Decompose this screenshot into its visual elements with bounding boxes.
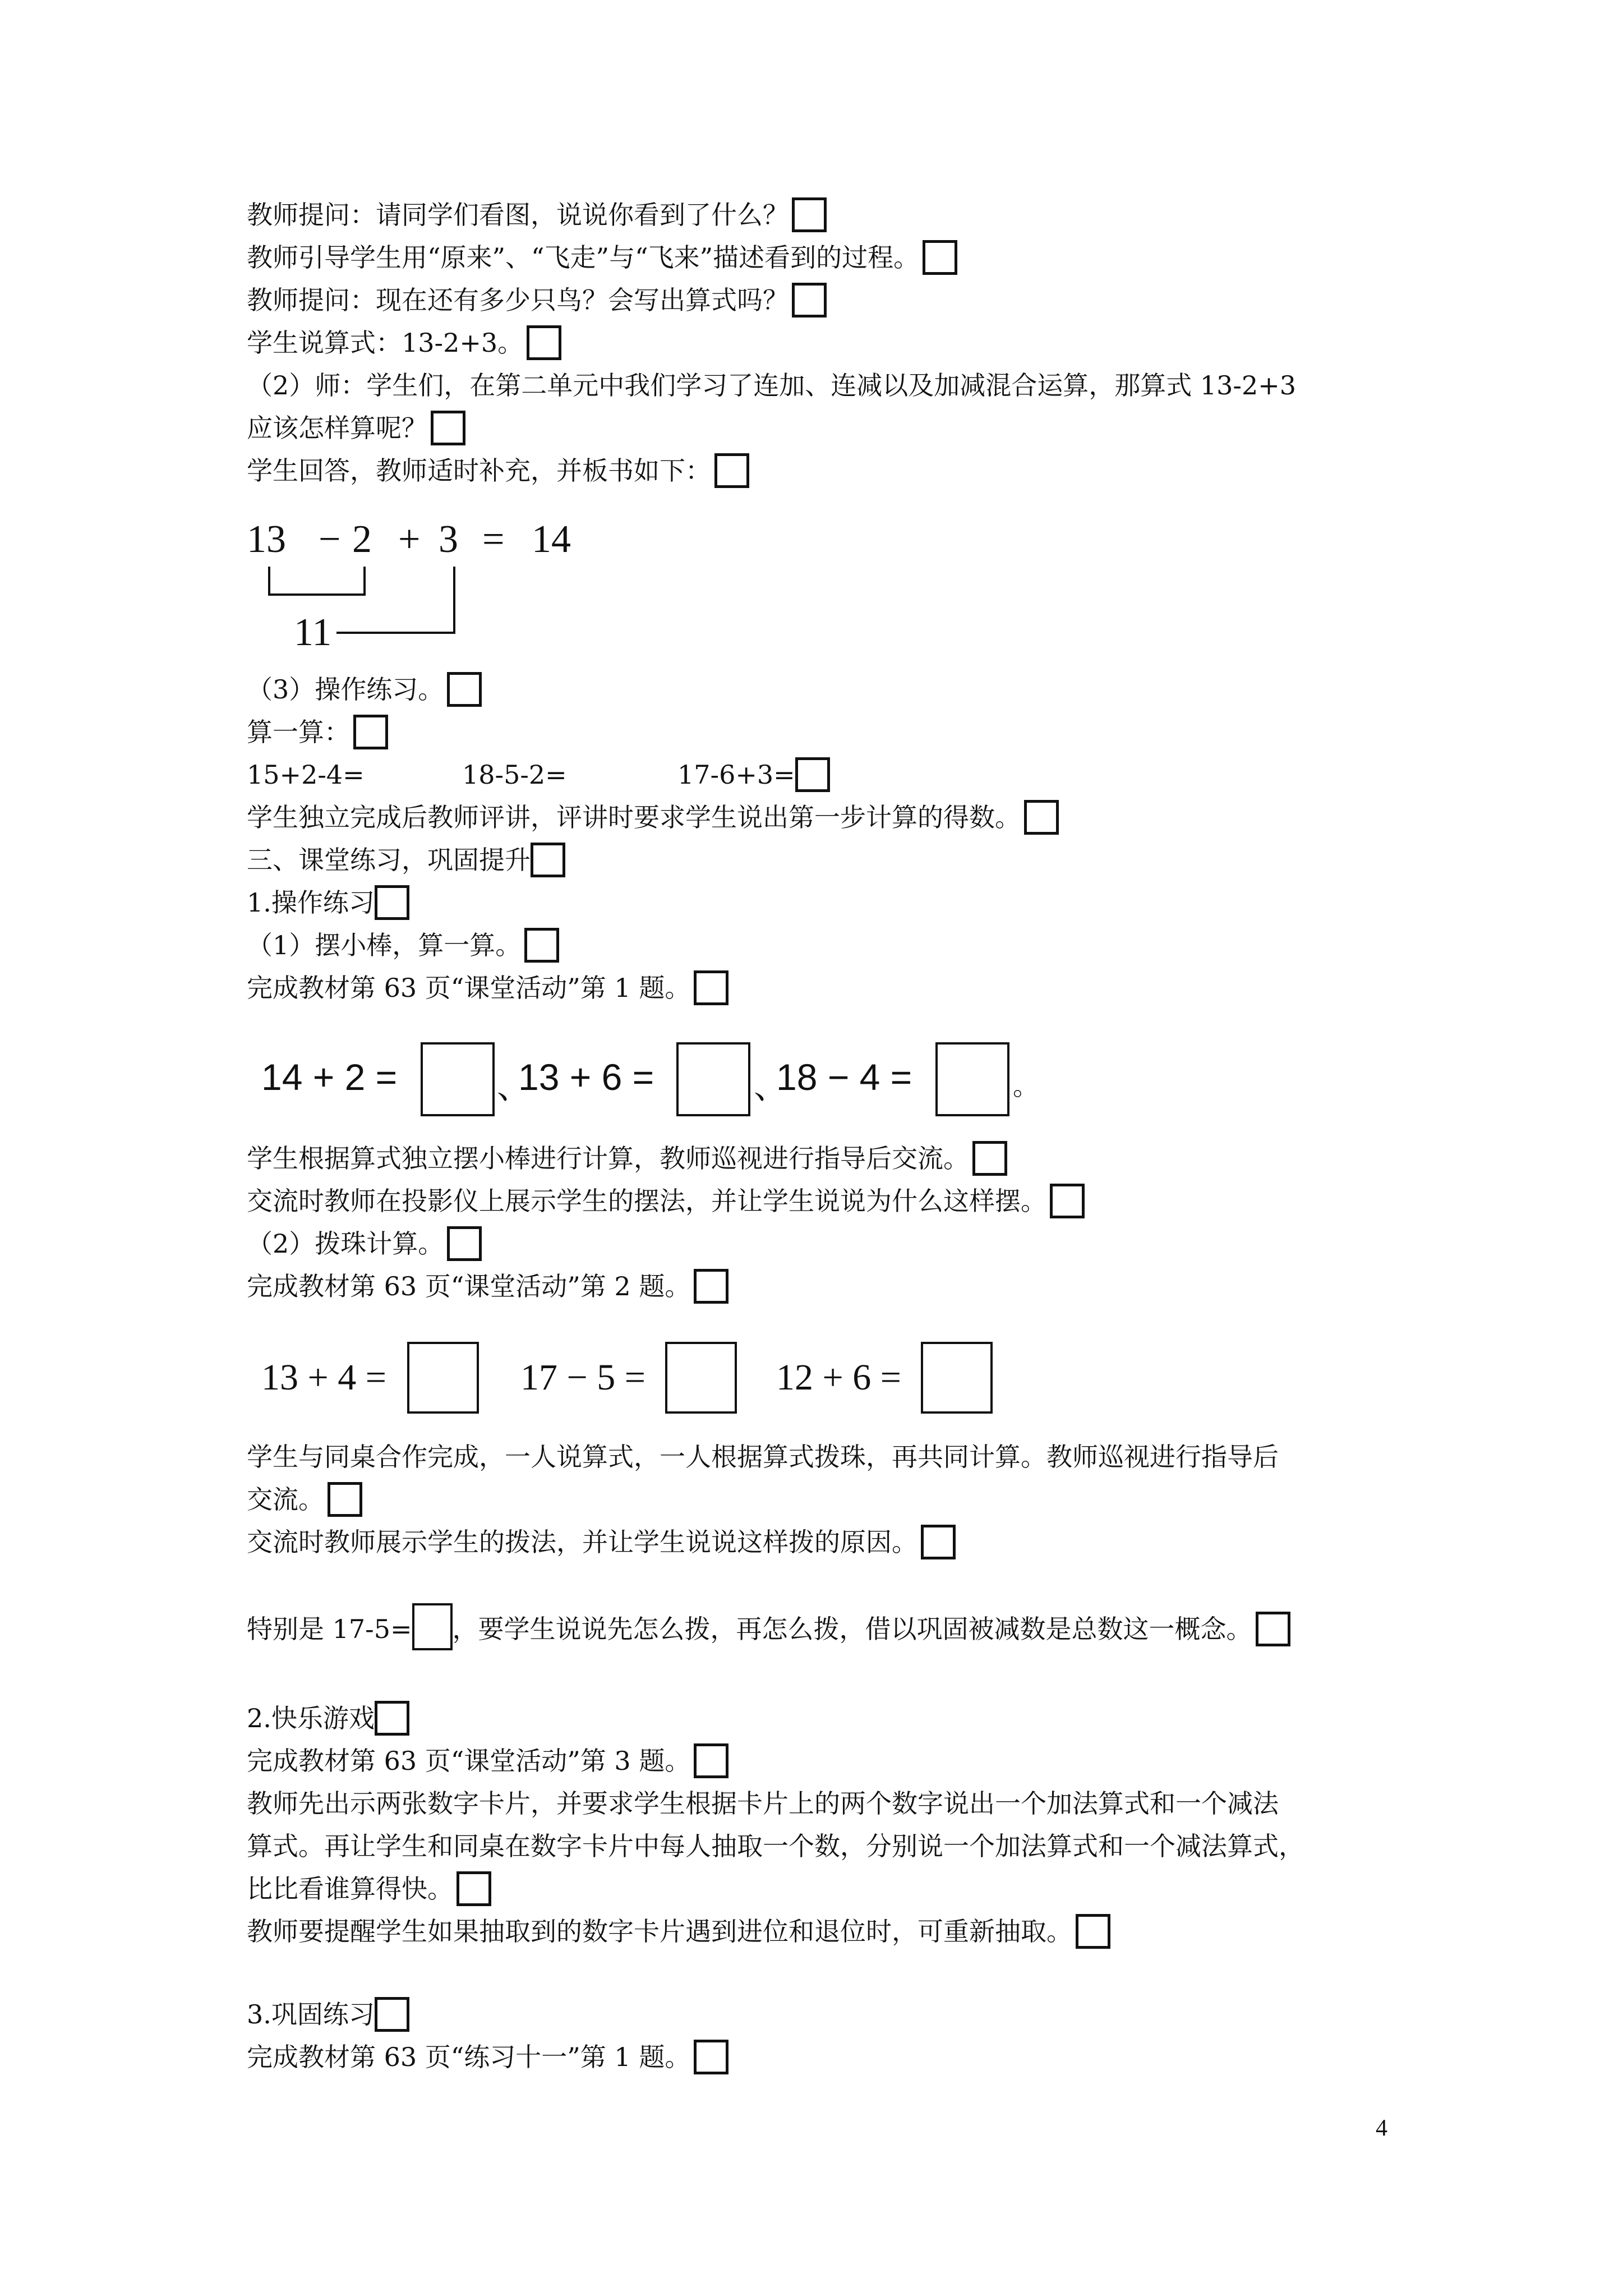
blank-box[interactable] — [412, 1603, 453, 1650]
text-line — [247, 1702, 1399, 1738]
text-line — [247, 199, 1399, 234]
answer-box[interactable] — [421, 1042, 495, 1116]
checkbox[interactable] — [1050, 1184, 1085, 1218]
line-text: 交流时教师展示学生的拨法，并让学生说说这样拨的原因。 — [247, 1527, 917, 1557]
line-text: 三、课堂练习，巩固提升 — [247, 845, 531, 875]
exercise-item: 18-5-2= — [462, 760, 567, 790]
checkbox[interactable] — [792, 283, 827, 318]
checkbox[interactable] — [353, 715, 388, 749]
checkbox[interactable] — [328, 1482, 362, 1517]
text-line — [247, 1526, 1399, 1562]
separator: 、 — [754, 1068, 787, 1107]
checkbox[interactable] — [694, 1269, 728, 1304]
checkbox[interactable] — [1256, 1612, 1290, 1646]
line-text: 教师先出示两张数字卡片，并要求学生根据卡片上的两个数字说出一个加法算式和一个减法 — [247, 1788, 1279, 1819]
checkbox[interactable] — [375, 885, 409, 920]
checkbox[interactable] — [972, 1141, 1007, 1176]
board-operator: − — [319, 518, 341, 561]
equation: 13 + 6 = — [518, 1056, 654, 1098]
text-line — [247, 1441, 1399, 1473]
line-text: 完成教材第 63 页“练习十一”第 1 题。 — [247, 2042, 691, 2072]
answer-box[interactable] — [676, 1042, 750, 1116]
checkbox[interactable] — [431, 411, 465, 445]
line-text: 算一算： — [247, 717, 350, 747]
text-line — [247, 1142, 1399, 1178]
line-text: 比比看谁算得快。 — [247, 1874, 453, 1904]
line-text: 应该怎样算呢？ — [247, 413, 427, 443]
text-line — [247, 1830, 1399, 1862]
checkbox[interactable] — [375, 1701, 409, 1736]
checkbox[interactable] — [524, 928, 559, 963]
equation: 17 − 5 = — [520, 1357, 645, 1398]
line-text: 交流时教师在投影仪上展示学生的摆法，并让学生说说为什么这样摆。 — [247, 1186, 1046, 1216]
text-line — [247, 929, 1399, 965]
equation: 13 + 4 = — [261, 1357, 386, 1398]
board-number: 14 — [532, 518, 571, 561]
text-line — [247, 1483, 1399, 1519]
line-text: （2）师：学生们，在第二单元中我们学习了连加、连减以及加减混合运算，那算式 13-2+3 — [247, 370, 1297, 401]
line-text: 学生独立完成后教师评讲，评讲时要求学生说出第一步计算的得数。 — [247, 802, 1021, 832]
board-partial-result: 11 — [294, 611, 332, 654]
line-text: （3）操作练习。 — [247, 674, 444, 705]
checkbox[interactable] — [531, 843, 565, 877]
text-line — [247, 284, 1399, 320]
answer-box[interactable] — [935, 1042, 1009, 1116]
checkbox[interactable] — [792, 197, 827, 232]
text-line — [247, 886, 1399, 922]
text-line — [247, 454, 1399, 490]
text-line — [247, 412, 1399, 448]
line-text: 学生回答，教师适时补充，并板书如下： — [247, 455, 711, 486]
line-text: 学生与同桌合作完成，一人说算式，一人根据算式拨珠，再共同计算。教师巡视进行指导后 — [247, 1442, 1279, 1472]
text-line — [247, 369, 1399, 402]
checkbox[interactable] — [527, 325, 561, 360]
text-line — [247, 2041, 1399, 2077]
text-line — [247, 1998, 1399, 2034]
board-number: 13 — [247, 518, 286, 561]
line-text: （1）摆小棒，算一算。 — [247, 930, 522, 960]
equation: 14 + 2 = — [261, 1056, 398, 1098]
text-line — [247, 1227, 1399, 1263]
text-line — [247, 801, 1399, 837]
exercise-item: 15+2-4= — [247, 760, 365, 790]
line-text: 1.操作练习 — [247, 887, 375, 918]
text-line — [247, 972, 1399, 1007]
line-text: 教师提问：现在还有多少只鸟？会写出算式吗？ — [247, 285, 789, 315]
equation: 12 + 6 = — [776, 1357, 901, 1398]
checkbox[interactable] — [714, 453, 749, 488]
line-text: 教师引导学生用“原来”、“飞走”与“飞来”描述看到的过程。 — [247, 242, 920, 273]
line-text: 完成教材第 63 页“课堂活动”第 3 题。 — [247, 1746, 691, 1776]
checkbox[interactable] — [921, 1525, 956, 1559]
text-line — [247, 1915, 1399, 1951]
board-operator: = — [482, 518, 505, 561]
equation: 18 − 4 = — [776, 1056, 912, 1098]
text-line — [247, 716, 1399, 752]
line-text: 3.巩固练习 — [247, 1999, 375, 2030]
line-text: 完成教材第 63 页“课堂活动”第 1 题。 — [247, 973, 691, 1003]
section-heading — [247, 844, 1399, 880]
line-text: 算式。再让学生和同桌在数字卡片中每人抽取一个数，分别说一个加法算式和一个减法算式， — [247, 1831, 1304, 1861]
line-text: 教师要提醒学生如果抽取到的数字卡片遇到进位和退位时，可重新抽取。 — [247, 1916, 1072, 1947]
page-number: 4 — [1376, 2115, 1387, 2141]
checkbox[interactable] — [457, 1871, 491, 1906]
answer-box[interactable] — [407, 1342, 479, 1414]
text-line — [247, 1787, 1399, 1820]
text-line — [247, 1185, 1399, 1221]
text-line — [247, 1872, 1399, 1908]
text-line — [247, 1745, 1399, 1780]
line-text: 完成教材第 63 页“课堂活动”第 2 题。 — [247, 1271, 691, 1301]
exercise-line — [247, 758, 1399, 791]
line-text: （2）拨珠计算。 — [247, 1228, 444, 1259]
text-line — [247, 673, 1399, 709]
line-text: 教师提问：请同学们看图，说说你看到了什么？ — [247, 200, 789, 230]
text-line — [247, 326, 1399, 362]
period: 。 — [1013, 1071, 1039, 1101]
text-line — [247, 1270, 1399, 1306]
board-operator: + — [398, 518, 421, 561]
checkbox[interactable] — [447, 1226, 482, 1261]
checkbox[interactable] — [1076, 1914, 1110, 1949]
answer-box[interactable] — [921, 1342, 993, 1414]
answer-box[interactable] — [665, 1342, 737, 1414]
checkbox[interactable] — [375, 1997, 409, 2032]
line-text: 学生根据算式独立摆小棒进行计算，教师巡视进行指导后交流。 — [247, 1143, 969, 1174]
line-text: 特别是 17-5= — [247, 1614, 412, 1644]
exercise-item: 17-6+3= — [677, 760, 795, 790]
exercise-item-with-box — [677, 758, 830, 794]
checkbox[interactable] — [1024, 800, 1059, 835]
separator: 、 — [497, 1068, 531, 1107]
line-text: 2.快乐游戏 — [247, 1703, 375, 1733]
line-text: ，要学生说说先怎么拨，再怎么拨，借以巩固被减数是总数这一概念。 — [452, 1614, 1252, 1644]
checkbox[interactable] — [694, 1743, 728, 1778]
board-number: 3 — [439, 518, 458, 561]
text-line — [247, 241, 1399, 277]
checkbox[interactable] — [694, 2040, 728, 2074]
checkbox[interactable] — [447, 672, 482, 707]
board-number: 2 — [352, 518, 372, 561]
checkbox[interactable] — [795, 757, 830, 792]
line-text: 交流。 — [247, 1484, 324, 1515]
line-text: 学生说算式：13-2+3。 — [247, 328, 524, 358]
text-line — [247, 1608, 1399, 1655]
checkbox[interactable] — [694, 970, 728, 1005]
board-brackets — [247, 561, 471, 639]
checkbox[interactable] — [923, 240, 957, 275]
